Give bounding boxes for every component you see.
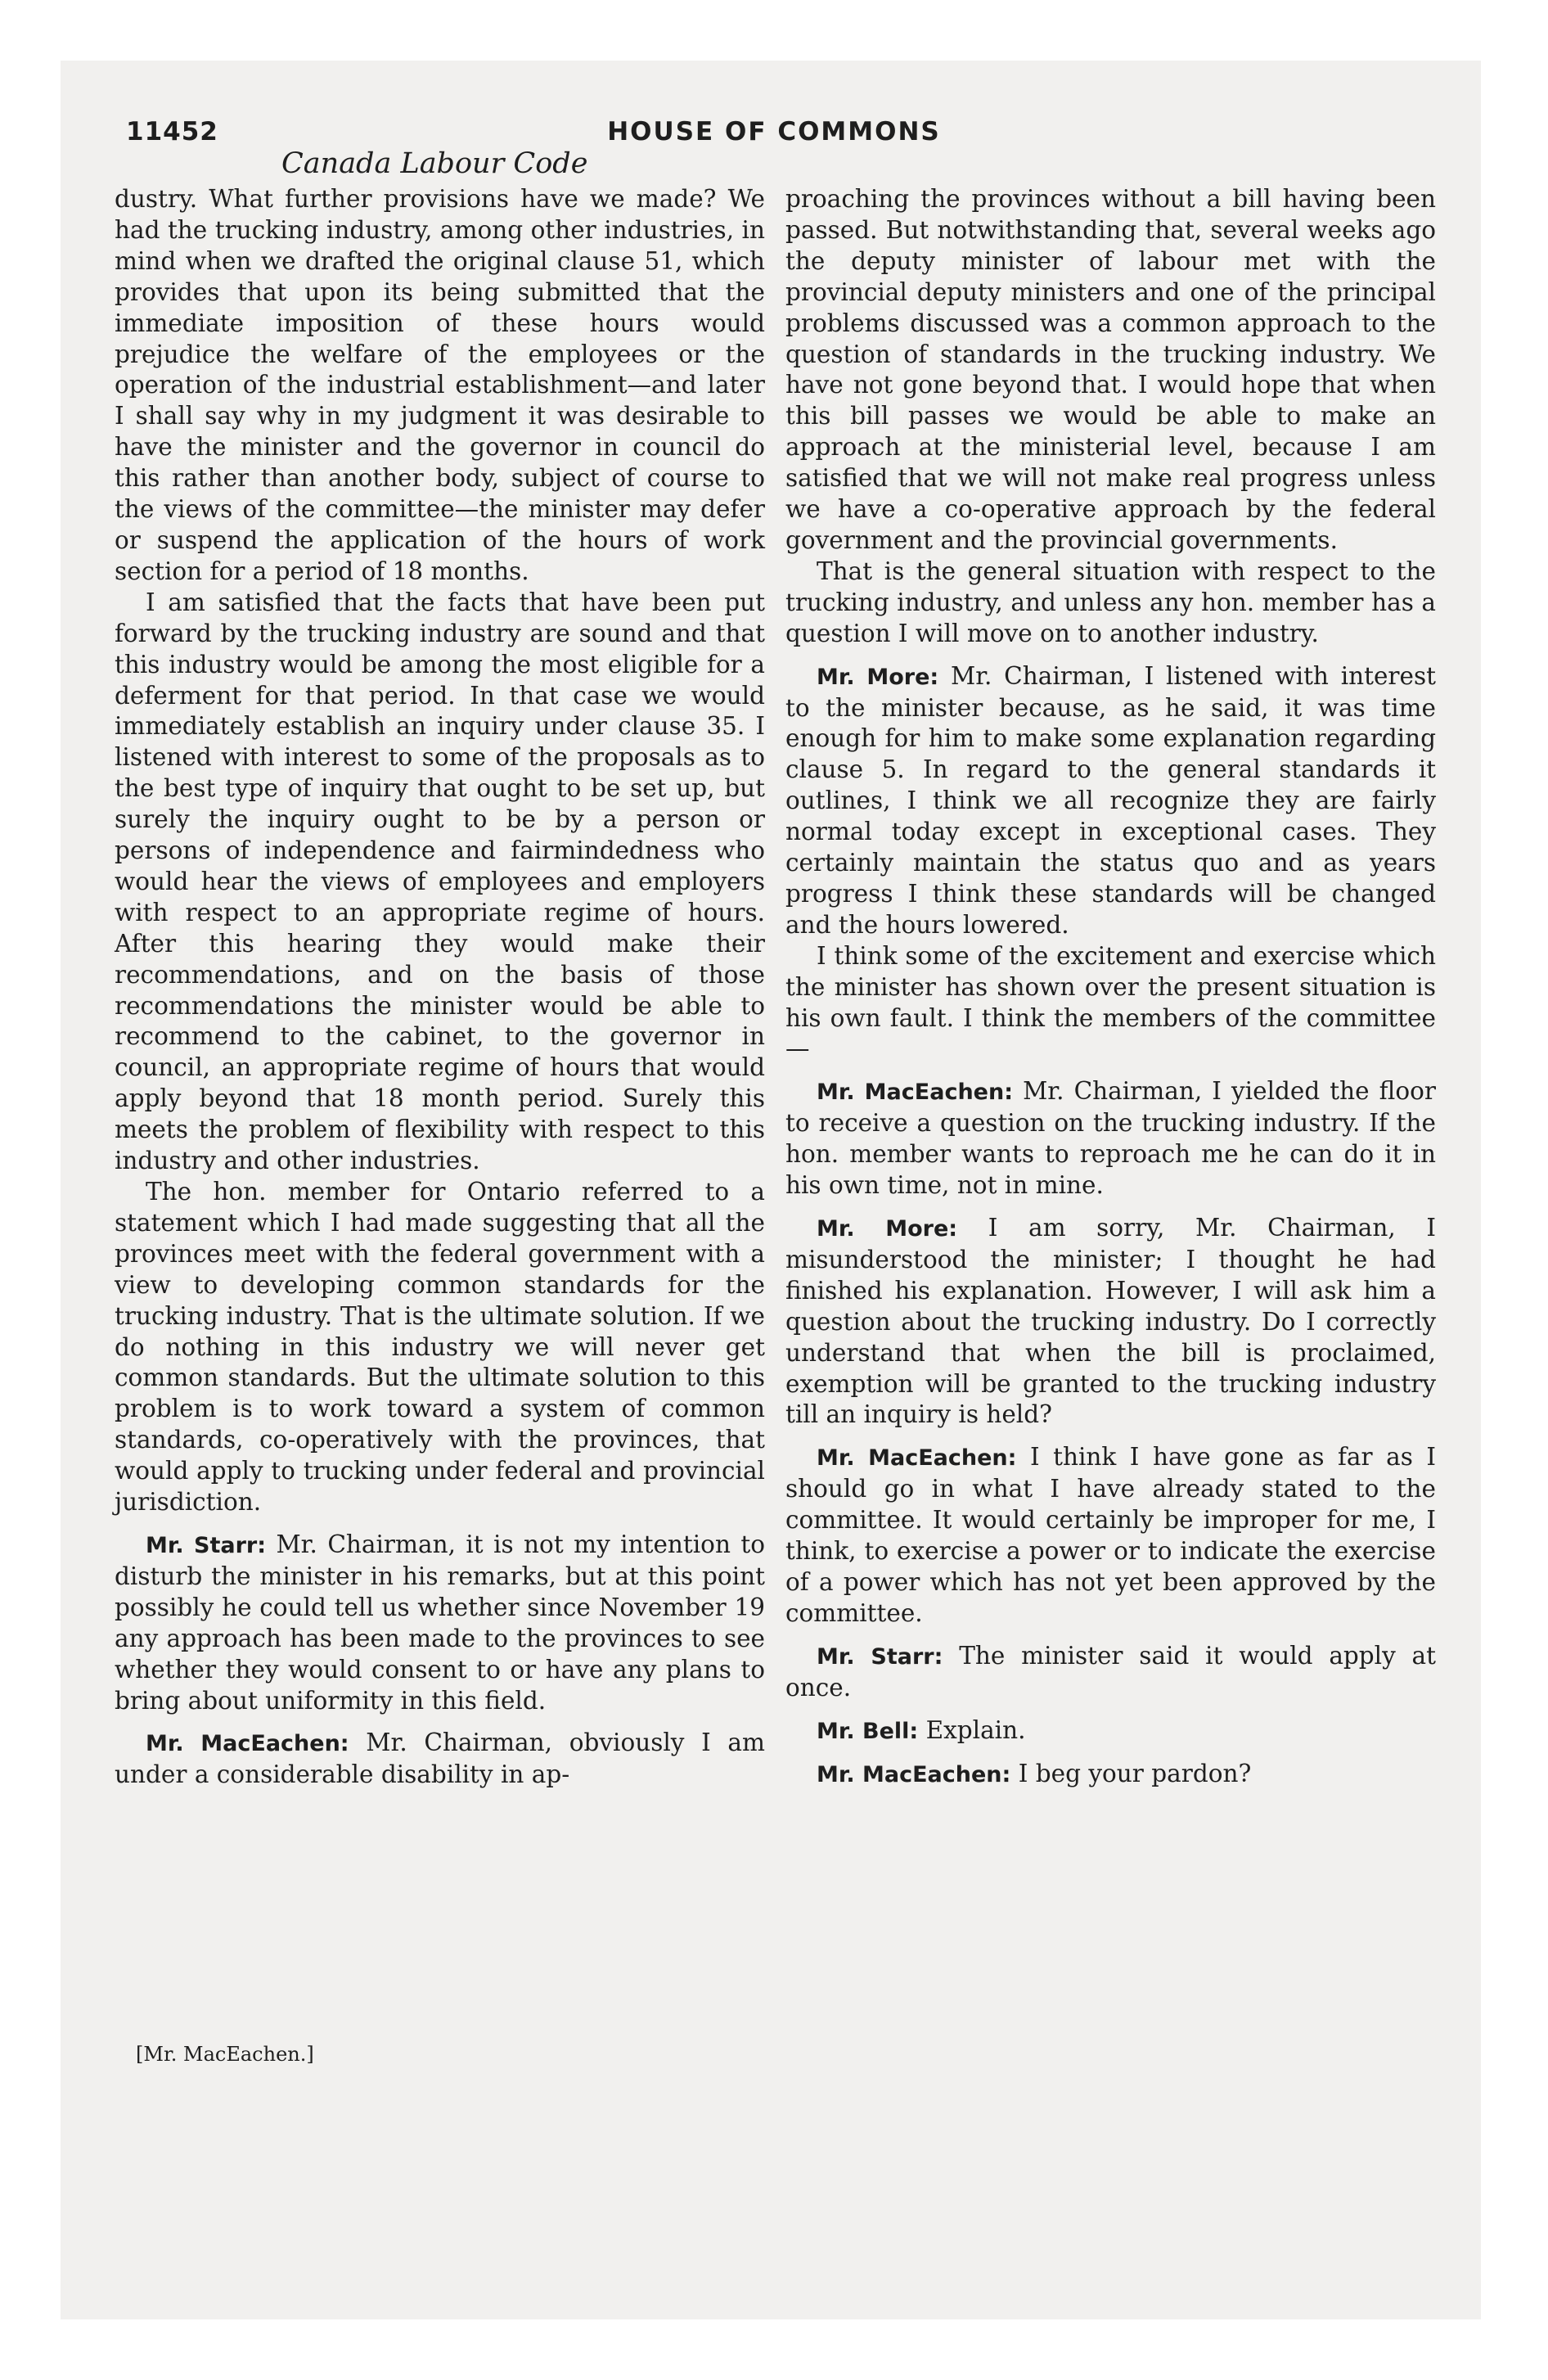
paragraph-text: The minister said it would apply at once. xyxy=(785,1641,1436,1702)
paragraph xyxy=(785,1759,1436,1791)
speaker-name: Mr. More: xyxy=(817,664,939,690)
paragraph xyxy=(785,661,1436,941)
paragraph xyxy=(785,1641,1436,1704)
paragraph xyxy=(785,941,1436,1066)
paragraph-text: I think some of the excitement and exercise which the minister has shown over the present situation is his own fault. I think the members of the committee— xyxy=(785,941,1436,1063)
section-title: Canada Labour Code xyxy=(281,147,588,180)
paragraph-text: I beg your pardon? xyxy=(1018,1759,1252,1787)
paragraph xyxy=(115,184,765,588)
paragraph xyxy=(115,1530,765,1716)
paragraph-text: Mr. Chairman, obviously I am under a considerable disability in ap- xyxy=(115,1729,765,1789)
paragraph-text: Mr. Chairman, it is not my intention to disturb the minister in his remarks, but at this point possibly he could tell us whether since November 19 any approach has been made to the provinces to see whether they would consent to or have any plans to bring about uniformity in this field. xyxy=(115,1530,765,1715)
paragraph-text: I am satisfied that the facts that have been put forward by the trucking industry are sound and that this industry would be among the most eligible for a deferment for that period. In that case we would immediately establish an inquiry under clause 35. I listened with interest to some of the proposals as to the best type of inquiry that ought to be set up, but surely the inquiry ought to be by a person or persons of independence and fairmindedness who would hear the views of employees and employers with respect to an appropriate regime of hours. After this hearing they would make their recommendations, and on the basis of those recommendations the minister would be able to recommend to the cabinet, to the governor in council, an appropriate regime of hours that would apply beyond that 18 month period. Surely this meets the problem of flexibility with respect to this industry and other industries. xyxy=(115,588,765,1175)
speaker-attribution: [Mr. MacEachen.] xyxy=(136,2043,314,2066)
paragraph-text: I think I have gone as far as I should go in what I have already stated to the committee. It would certainly be improper for me, I think, to exercise a power or to indicate the exercise of a power which has not yet been approved by the committee. xyxy=(785,1443,1436,1627)
paragraph-text: dustry. What further provisions have we made? We had the trucking industry, among other industries, in mind when we drafted the original clause 51, which provides that upon its being submitted that the immediate imposition of these hours would prejudice the welfare of the employees or the operation of the industrial establishment—and later I shall say why in my judgment it was desirable to have the minister and the governor in council do this rather than another body, subject of course to the views of the committee—the minister may defer or suspend the application of the hours of work section for a period of 18 months. xyxy=(115,185,765,585)
speaker-name: Mr. MacEachen: xyxy=(817,1445,1017,1472)
right-column xyxy=(785,184,1436,1790)
speaker-name: Mr. Starr: xyxy=(817,1643,943,1670)
paragraph xyxy=(785,557,1436,650)
paragraph xyxy=(785,1715,1436,1747)
speaker-name: Mr. Starr: xyxy=(146,1532,267,1558)
running-head: HOUSE OF COMMONS xyxy=(607,117,941,146)
paragraph-text: That is the general situation with respect to the trucking industry, and unless any hon. member has a question I will move on to another industry. xyxy=(785,557,1436,647)
page-number: 11452 xyxy=(126,117,218,146)
speaker-name: Mr. MacEachen: xyxy=(146,1731,349,1757)
speaker-name: Mr. MacEachen: xyxy=(817,1080,1013,1106)
speaker-name: Mr. MacEachen: xyxy=(817,1761,1011,1787)
paragraph-text: proaching the provinces without a bill having been passed. But notwithstanding that, several weeks ago the deputy minister of labour met with the provincial deputy ministers and one of the principal problems discussed was a common approach to the question of standards in the trucking industry. We have not gone beyond that. I would hope that when this bill passes we would be able to make an approach at the ministerial level, because I am satisfied that we will not make real progress unless we have a co-operative approach by the federal government and the provincial governments. xyxy=(785,185,1436,554)
speaker-name: Mr. More: xyxy=(817,1216,958,1242)
paragraph-text: Mr. Chairman, I listened with interest to the minister because, as he said, it was time enough for him to make some explanation regarding clause 5. In regard to the general standards it outlines, I think we all recognize they are fairly normal today except in exceptional cases. They certainly maintain the status quo and as years progress I think these standards will be changed and the hours lowered. xyxy=(785,661,1436,939)
paragraph-text: I am sorry, Mr. Chairman, I misunderstood the minister; I thought he had finished his explanation. However, I will ask him a question about the trucking industry. Do I correctly understand that when the bill is proclaimed, exemption will be granted to the trucking industry till an inquiry is held? xyxy=(785,1214,1436,1429)
left-column xyxy=(115,184,765,1791)
paragraph xyxy=(115,1728,765,1791)
paragraph xyxy=(115,588,765,1177)
paragraph xyxy=(785,1442,1436,1629)
paragraph xyxy=(785,1213,1436,1431)
paragraph-text: Mr. Chairman, I yielded the floor to receive a question on the trucking industry. If the hon. member wants to reproach me he can do it in his own time, not in mine. xyxy=(785,1077,1436,1200)
speaker-name: Mr. Bell: xyxy=(817,1718,919,1744)
paragraph xyxy=(785,1076,1436,1201)
paragraph-text: The hon. member for Ontario referred to a statement which I had made suggesting that all the provinces meet with the federal government with a view to developing common standards for the trucking industry. That is the ultimate solution. If we do nothing in this industry we will never get common standards. But the ultimate solution to this problem is to work toward a system of common standards, co-operatively with the provinces, that would apply to trucking under federal and provincial jurisdiction. xyxy=(115,1178,765,1517)
paragraph xyxy=(115,1177,765,1518)
paragraph-text: Explain. xyxy=(925,1715,1026,1744)
paragraph xyxy=(785,184,1436,557)
